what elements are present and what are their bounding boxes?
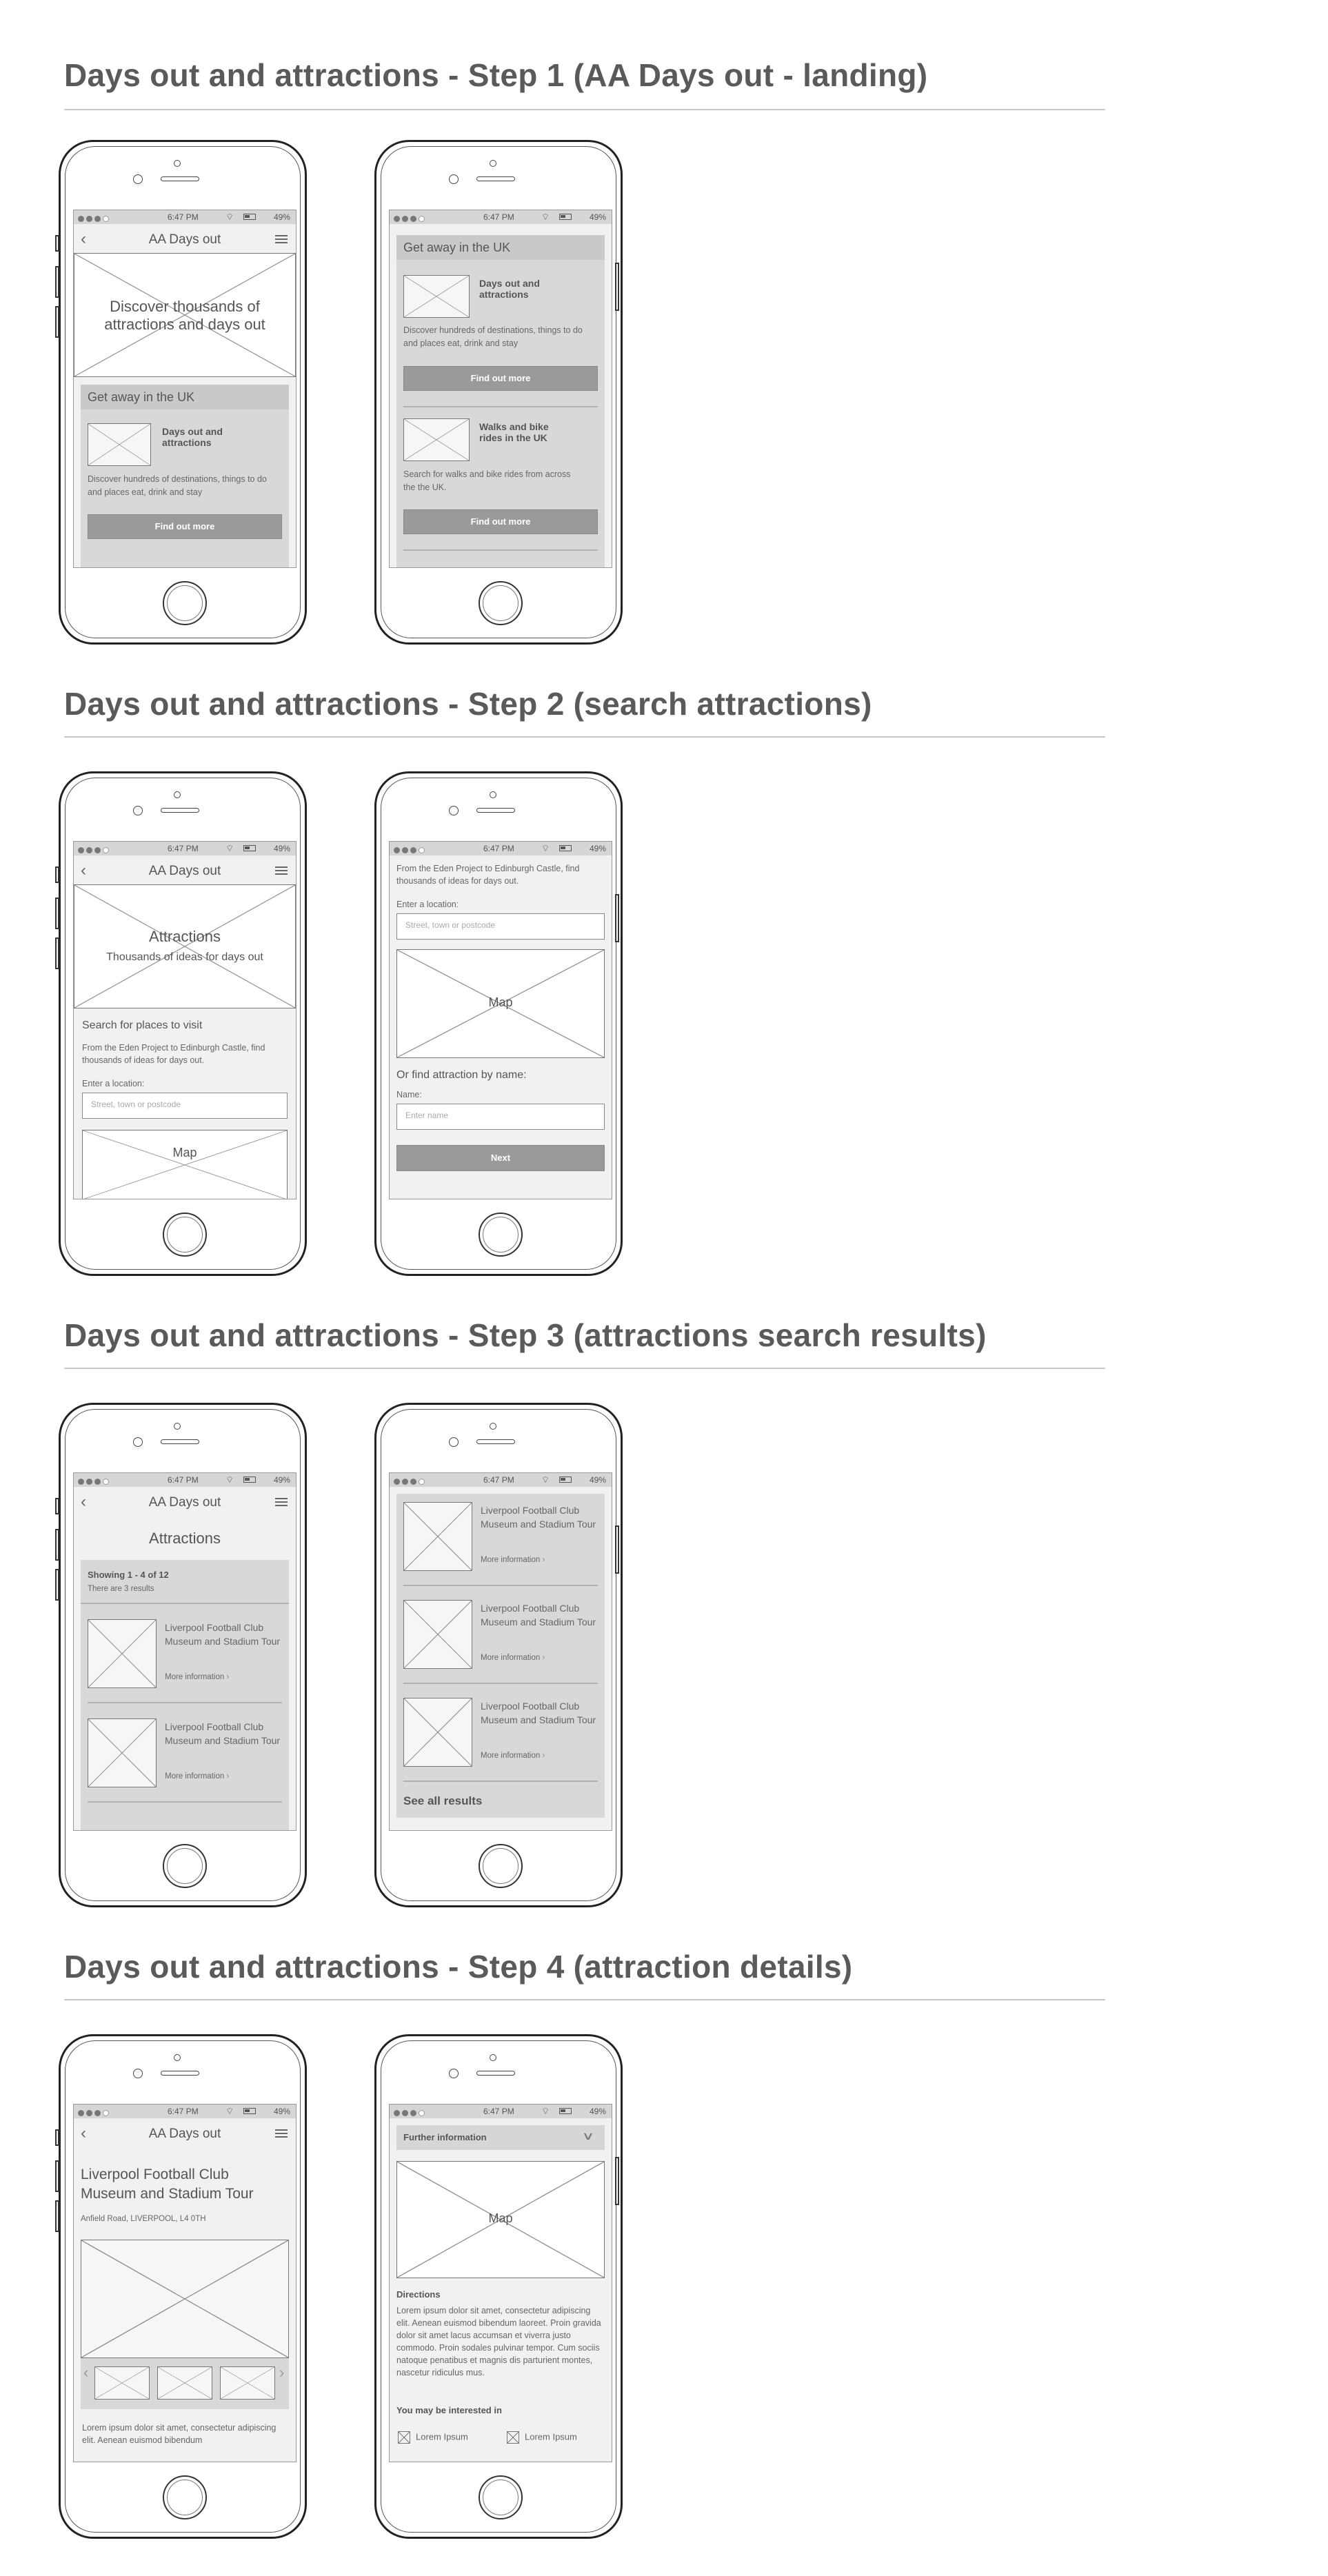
phone-screen	[73, 1472, 296, 1831]
results-count: There are 3 results	[88, 1585, 154, 1593]
battery-icon	[243, 845, 256, 851]
get-away-panel	[396, 235, 605, 568]
home-button	[479, 1213, 523, 1257]
status-bar: 6:47 PM ⌔ 49%	[74, 842, 296, 855]
wifi-icon: ⌔	[541, 2106, 550, 2116]
section-title-step4: Days out and attractions - Step 4 (attraction details)	[64, 1949, 853, 1985]
phone-screen	[389, 210, 612, 568]
wifi-icon: ⌔	[541, 212, 550, 222]
battery-icon	[243, 214, 256, 220]
more-information-link[interactable]: More information ›	[165, 1772, 230, 1781]
phone-screen	[389, 2104, 612, 2462]
result-title[interactable]: Liverpool Football Club Museum and Stadium Tour	[481, 1505, 596, 1530]
image-placeholder	[403, 275, 470, 318]
related-link[interactable]: Lorem Ipsum	[507, 2431, 577, 2444]
wifi-icon: ⌔	[225, 1474, 234, 1485]
card-title: Walks and bike rides in the UK	[479, 421, 549, 443]
home-button	[163, 1213, 207, 1257]
chevron-right-icon: ›	[542, 1654, 545, 1662]
phone-mockup	[59, 1403, 307, 1907]
attraction-description: Lorem ipsum dolor sit amet, consectetur adipiscing elit. Aenean euismod bibendum	[82, 2423, 276, 2445]
home-button	[479, 1844, 523, 1888]
home-button	[163, 2475, 207, 2519]
results-heading: Attractions	[149, 1530, 221, 1547]
section-divider	[64, 1368, 1105, 1369]
location-label: Enter a location:	[82, 1079, 145, 1088]
see-all-results-link[interactable]: See all results	[403, 1794, 483, 1807]
attraction-address: Anfield Road, LIVERPOOL, L4 0TH	[81, 2215, 206, 2223]
menu-icon[interactable]	[275, 235, 288, 245]
map-placeholder: Map	[82, 1130, 288, 1199]
name-input[interactable]: Enter name	[396, 1104, 605, 1130]
section-title-step3: Days out and attractions - Step 3 (attractions search results)	[64, 1317, 987, 1353]
section-divider	[64, 109, 1105, 110]
find-out-more-button[interactable]: Find out more	[88, 514, 282, 539]
search-intro: From the Eden Project to Edinburgh Castle, find thousands of ideas for days out.	[396, 864, 580, 886]
chevron-right-icon: ›	[226, 1772, 230, 1781]
back-icon[interactable]: ‹	[81, 2124, 86, 2142]
phone-mockup	[374, 771, 623, 1276]
section-title-step1: Days out and attractions - Step 1 (AA Days out - landing)	[64, 57, 928, 93]
directions-heading: Directions	[396, 2289, 441, 2300]
gallery-prev-icon[interactable]: ‹	[83, 2364, 89, 2381]
location-input[interactable]: Street, town or postcode	[82, 1093, 288, 1119]
nav-title: AA Days out	[148, 2127, 221, 2141]
phone-screen	[73, 210, 296, 568]
card-title: Days out and attractions	[162, 426, 223, 448]
section-divider	[64, 736, 1105, 738]
menu-icon[interactable]	[275, 1498, 288, 1508]
battery-icon	[559, 2108, 572, 2114]
search-intro: From the Eden Project to Edinburgh Castle, find thousands of ideas for days out.	[82, 1043, 265, 1065]
status-bar: 6:47 PM ⌔ 49%	[74, 210, 296, 224]
map-placeholder: Map	[396, 949, 605, 1058]
battery-icon	[559, 845, 572, 851]
more-information-link[interactable]: More information ›	[481, 1752, 545, 1760]
hero-text: Discover thousands of attractions and days out	[104, 298, 265, 333]
more-information-link[interactable]: More information ›	[165, 1673, 230, 1681]
home-button	[163, 1844, 207, 1888]
status-bar: 6:47 PM ⌔ 49%	[74, 1473, 296, 1487]
result-title[interactable]: Liverpool Football Club Museum and Stadium Tour	[165, 1721, 281, 1746]
result-title[interactable]: Liverpool Football Club Museum and Stadium Tour	[481, 1701, 596, 1725]
result-thumbnail	[88, 1619, 157, 1688]
attraction-title: Liverpool Football Club Museum and Stadium Tour	[81, 2167, 254, 2202]
card-title: Days out and attractions	[479, 278, 540, 300]
image-placeholder	[403, 418, 470, 461]
find-by-name-heading: Or find attraction by name:	[396, 1069, 527, 1081]
home-button	[479, 2475, 523, 2519]
directions-text: Lorem ipsum dolor sit amet, consectetur adipiscing elit. Aenean euismod bibendum laoreet. Proin gravida dolor sit amet lacus accumsan et viverra justo commodo. Proin sodales pulvinar tempor. Cum sociis natoque penatibus et magnis dis parturient montes, nascetur ridiculus mus.	[396, 2306, 601, 2377]
find-out-more-button[interactable]: Find out more	[403, 509, 598, 534]
wifi-icon: ⌔	[541, 1474, 550, 1485]
battery-icon	[243, 2108, 256, 2114]
battery-icon	[243, 1477, 256, 1483]
phone-mockup	[59, 771, 307, 1276]
status-bar: 6:47 PM ⌔ 49%	[390, 210, 612, 224]
more-information-link[interactable]: More information ›	[481, 1556, 545, 1564]
menu-icon[interactable]	[275, 866, 288, 877]
name-label: Name:	[396, 1090, 422, 1099]
result-thumbnail	[403, 1698, 472, 1767]
wifi-icon: ⌔	[541, 843, 550, 853]
gallery-thumbnail[interactable]	[220, 2366, 275, 2400]
wifi-icon: ⌔	[225, 2106, 234, 2116]
back-icon[interactable]: ‹	[81, 1492, 86, 1511]
wifi-icon: ⌔	[225, 212, 234, 222]
hero-subtitle: Thousands of ideas for days out	[106, 951, 263, 963]
image-placeholder	[88, 423, 151, 466]
more-information-link[interactable]: More information ›	[481, 1654, 545, 1662]
nav-title: AA Days out	[148, 232, 221, 247]
interested-heading: You may be interested in	[396, 2405, 502, 2415]
find-out-more-button[interactable]: Find out more	[403, 366, 598, 391]
section-divider	[64, 1999, 1105, 2000]
status-bar: 6:47 PM ⌔ 49%	[74, 2105, 296, 2118]
map-placeholder: Map	[396, 2161, 605, 2278]
gallery-thumbnail[interactable]	[157, 2366, 212, 2400]
phone-screen	[73, 841, 296, 1199]
chevron-right-icon: ›	[226, 1673, 230, 1681]
phone-mockup	[374, 2034, 623, 2539]
further-information-accordion[interactable]: Further information ∨	[396, 2125, 605, 2150]
search-heading: Search for places to visit	[82, 1020, 203, 1031]
wifi-icon: ⌔	[225, 843, 234, 853]
result-thumbnail	[403, 1502, 472, 1571]
phone-screen	[389, 1472, 612, 1831]
section-title-step2: Days out and attractions - Step 2 (search attractions)	[64, 686, 872, 722]
hero-title: Attractions	[149, 928, 221, 945]
results-panel	[396, 1494, 605, 1818]
card-description: Discover hundreds of destinations, things to do and places eat, drink and stay	[88, 474, 267, 497]
phone-mockup	[374, 1403, 623, 1907]
image-icon	[507, 2431, 519, 2444]
battery-icon	[559, 1477, 572, 1483]
chevron-right-icon: ›	[542, 1556, 545, 1564]
location-input[interactable]: Street, town or postcode	[396, 913, 605, 940]
result-thumbnail	[88, 1718, 157, 1787]
hero-image-placeholder	[74, 253, 296, 377]
next-button[interactable]: Next	[396, 1145, 605, 1171]
result-title[interactable]: Liverpool Football Club Museum and Stadium Tour	[165, 1622, 281, 1647]
gallery-next-icon[interactable]: ›	[279, 2364, 285, 2381]
back-icon[interactable]: ‹	[81, 861, 86, 880]
hero-image-placeholder	[74, 884, 296, 1008]
related-link[interactable]: Lorem Ipsum	[398, 2431, 468, 2444]
phone-screen	[73, 2104, 296, 2462]
status-bar: 6:47 PM ⌔ 49%	[390, 1473, 612, 1487]
nav-title: AA Days out	[148, 864, 221, 878]
home-button	[163, 581, 207, 625]
phone-mockup	[59, 140, 307, 645]
panel-title: Get away in the UK	[88, 390, 195, 404]
status-bar: 6:47 PM ⌔ 49%	[390, 842, 612, 855]
nav-title: AA Days out	[148, 1495, 221, 1510]
location-label: Enter a location:	[396, 900, 459, 909]
phone-screen	[389, 841, 612, 1199]
phone-mockup	[59, 2034, 307, 2539]
result-title[interactable]: Liverpool Football Club Museum and Stadium Tour	[481, 1603, 596, 1627]
battery-icon	[559, 214, 572, 220]
status-bar: 6:47 PM ⌔ 49%	[390, 2105, 612, 2118]
image-icon	[398, 2431, 410, 2444]
back-icon[interactable]: ‹	[81, 230, 86, 248]
card-description: Search for walks and bike rides from across the the UK.	[403, 469, 571, 492]
gallery-main-image	[81, 2240, 289, 2358]
menu-icon[interactable]	[275, 2129, 288, 2140]
result-thumbnail	[403, 1600, 472, 1669]
phone-mockup	[374, 140, 623, 645]
card-description: Discover hundreds of destinations, things to do and places eat, drink and stay	[403, 325, 583, 348]
panel-title: Get away in the UK	[403, 241, 511, 254]
home-button	[479, 581, 523, 625]
gallery-panel	[81, 2240, 289, 2409]
chevron-down-icon: ∨	[581, 2131, 595, 2142]
chevron-right-icon: ›	[542, 1752, 545, 1760]
results-showing: Showing 1 - 4 of 12	[88, 1570, 169, 1580]
get-away-panel	[81, 385, 289, 568]
results-panel	[81, 1560, 289, 1831]
gallery-thumbnail[interactable]	[94, 2366, 150, 2400]
